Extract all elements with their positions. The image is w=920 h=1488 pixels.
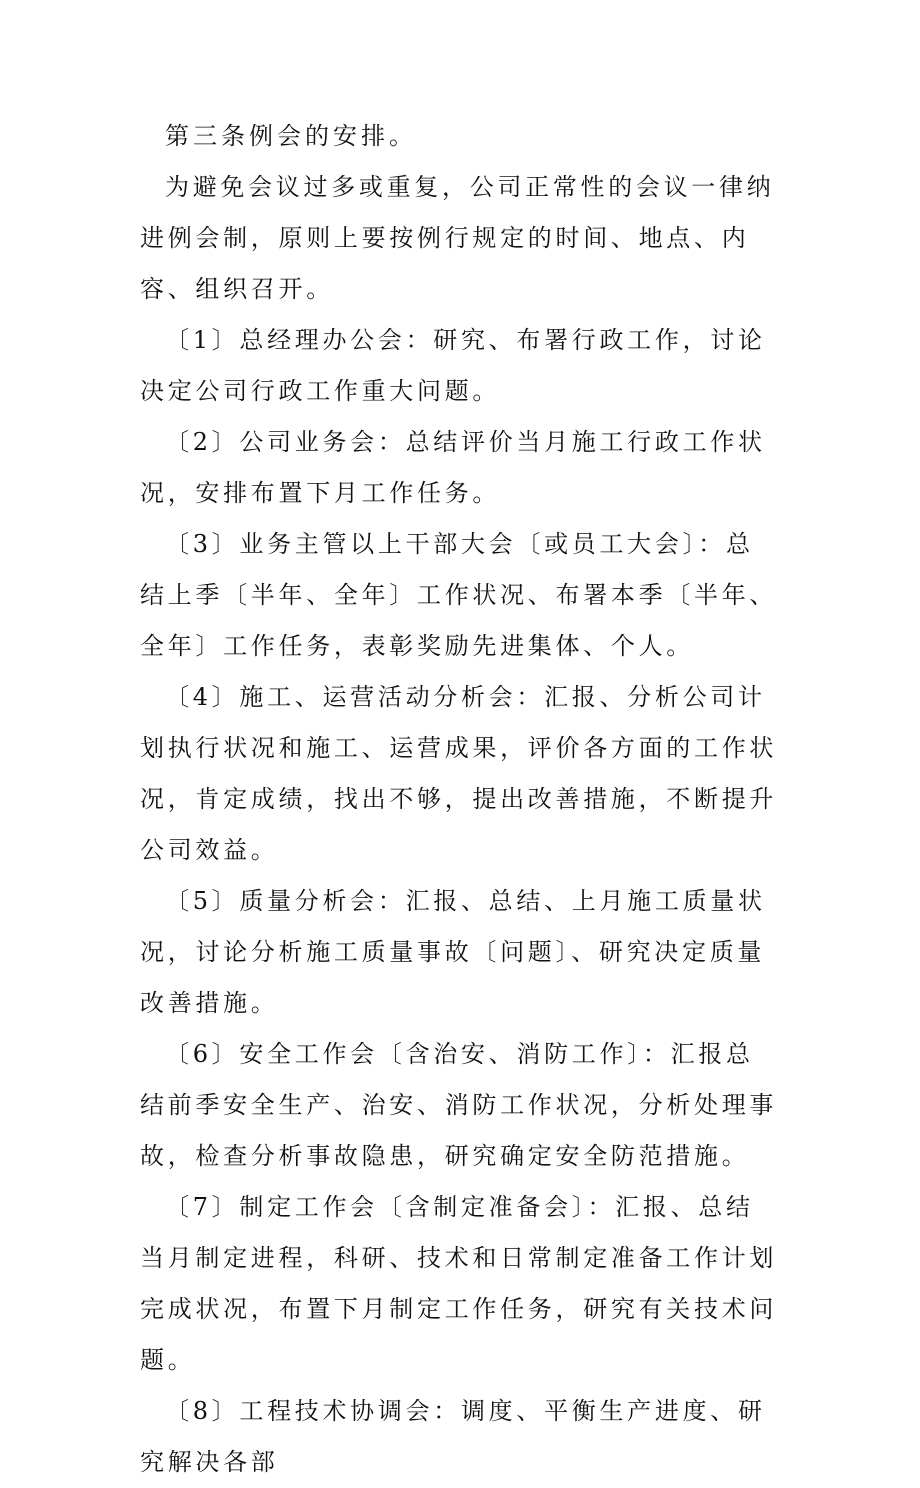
document-body	[0, 111, 920, 1488]
intro-paragraph: 为避免会议过多或重复，公司正常性的会议一律纳进例会制，原则上要按例行规定的时间、地点、内容、组织召开。	[140, 173, 775, 303]
item-5-paragraph: 〔5〕质量分析会：汇报、总结、上月施工质量状况，讨论分析施工质量事故〔问题〕、研究决定质量改善措施。	[140, 887, 766, 1017]
item-2-paragraph: 〔2〕公司业务会：总结评价当月施工行政工作状况，安排布置下月工作任务。	[140, 428, 766, 507]
item-4-paragraph: 〔4〕施工、运营活动分析会：汇报、分析公司计划执行状况和施工、运营成果，评价各方面的工作状况，肯定成绩，找出不够，提出改善措施，不断提升公司效益。	[140, 683, 778, 864]
item-1-paragraph: 〔1〕总经理办公会：研究、布署行政工作，讨论决定公司行政工作重大问题。	[140, 326, 766, 405]
item-7-paragraph: 〔7〕制定工作会〔含制定准备会〕：汇报、总结当月制定进程，科研、技术和日常制定准备工作计划完成状况，布置下月制定工作任务，研究有关技术问题。	[140, 1193, 778, 1374]
section-heading: 第三条例会的安排。	[165, 122, 417, 150]
item-6-paragraph: 〔6〕安全工作会〔含治安、消防工作〕：汇报总结前季安全生产、治安、消防工作状况，分析处理事故，检查分析事故隐患，研究确定安全防范措施。	[140, 1040, 778, 1170]
item-3-paragraph: 〔3〕业务主管以上干部大会〔或员工大会〕：总结上季〔半年、全年〕工作状况、布署本季〔半年、全年〕工作任务，表彰奖励先进集体、个人。	[140, 530, 778, 660]
item-8-paragraph: 〔8〕工程技术协调会：调度、平衡生产进度、研究解决各部	[140, 1397, 766, 1476]
